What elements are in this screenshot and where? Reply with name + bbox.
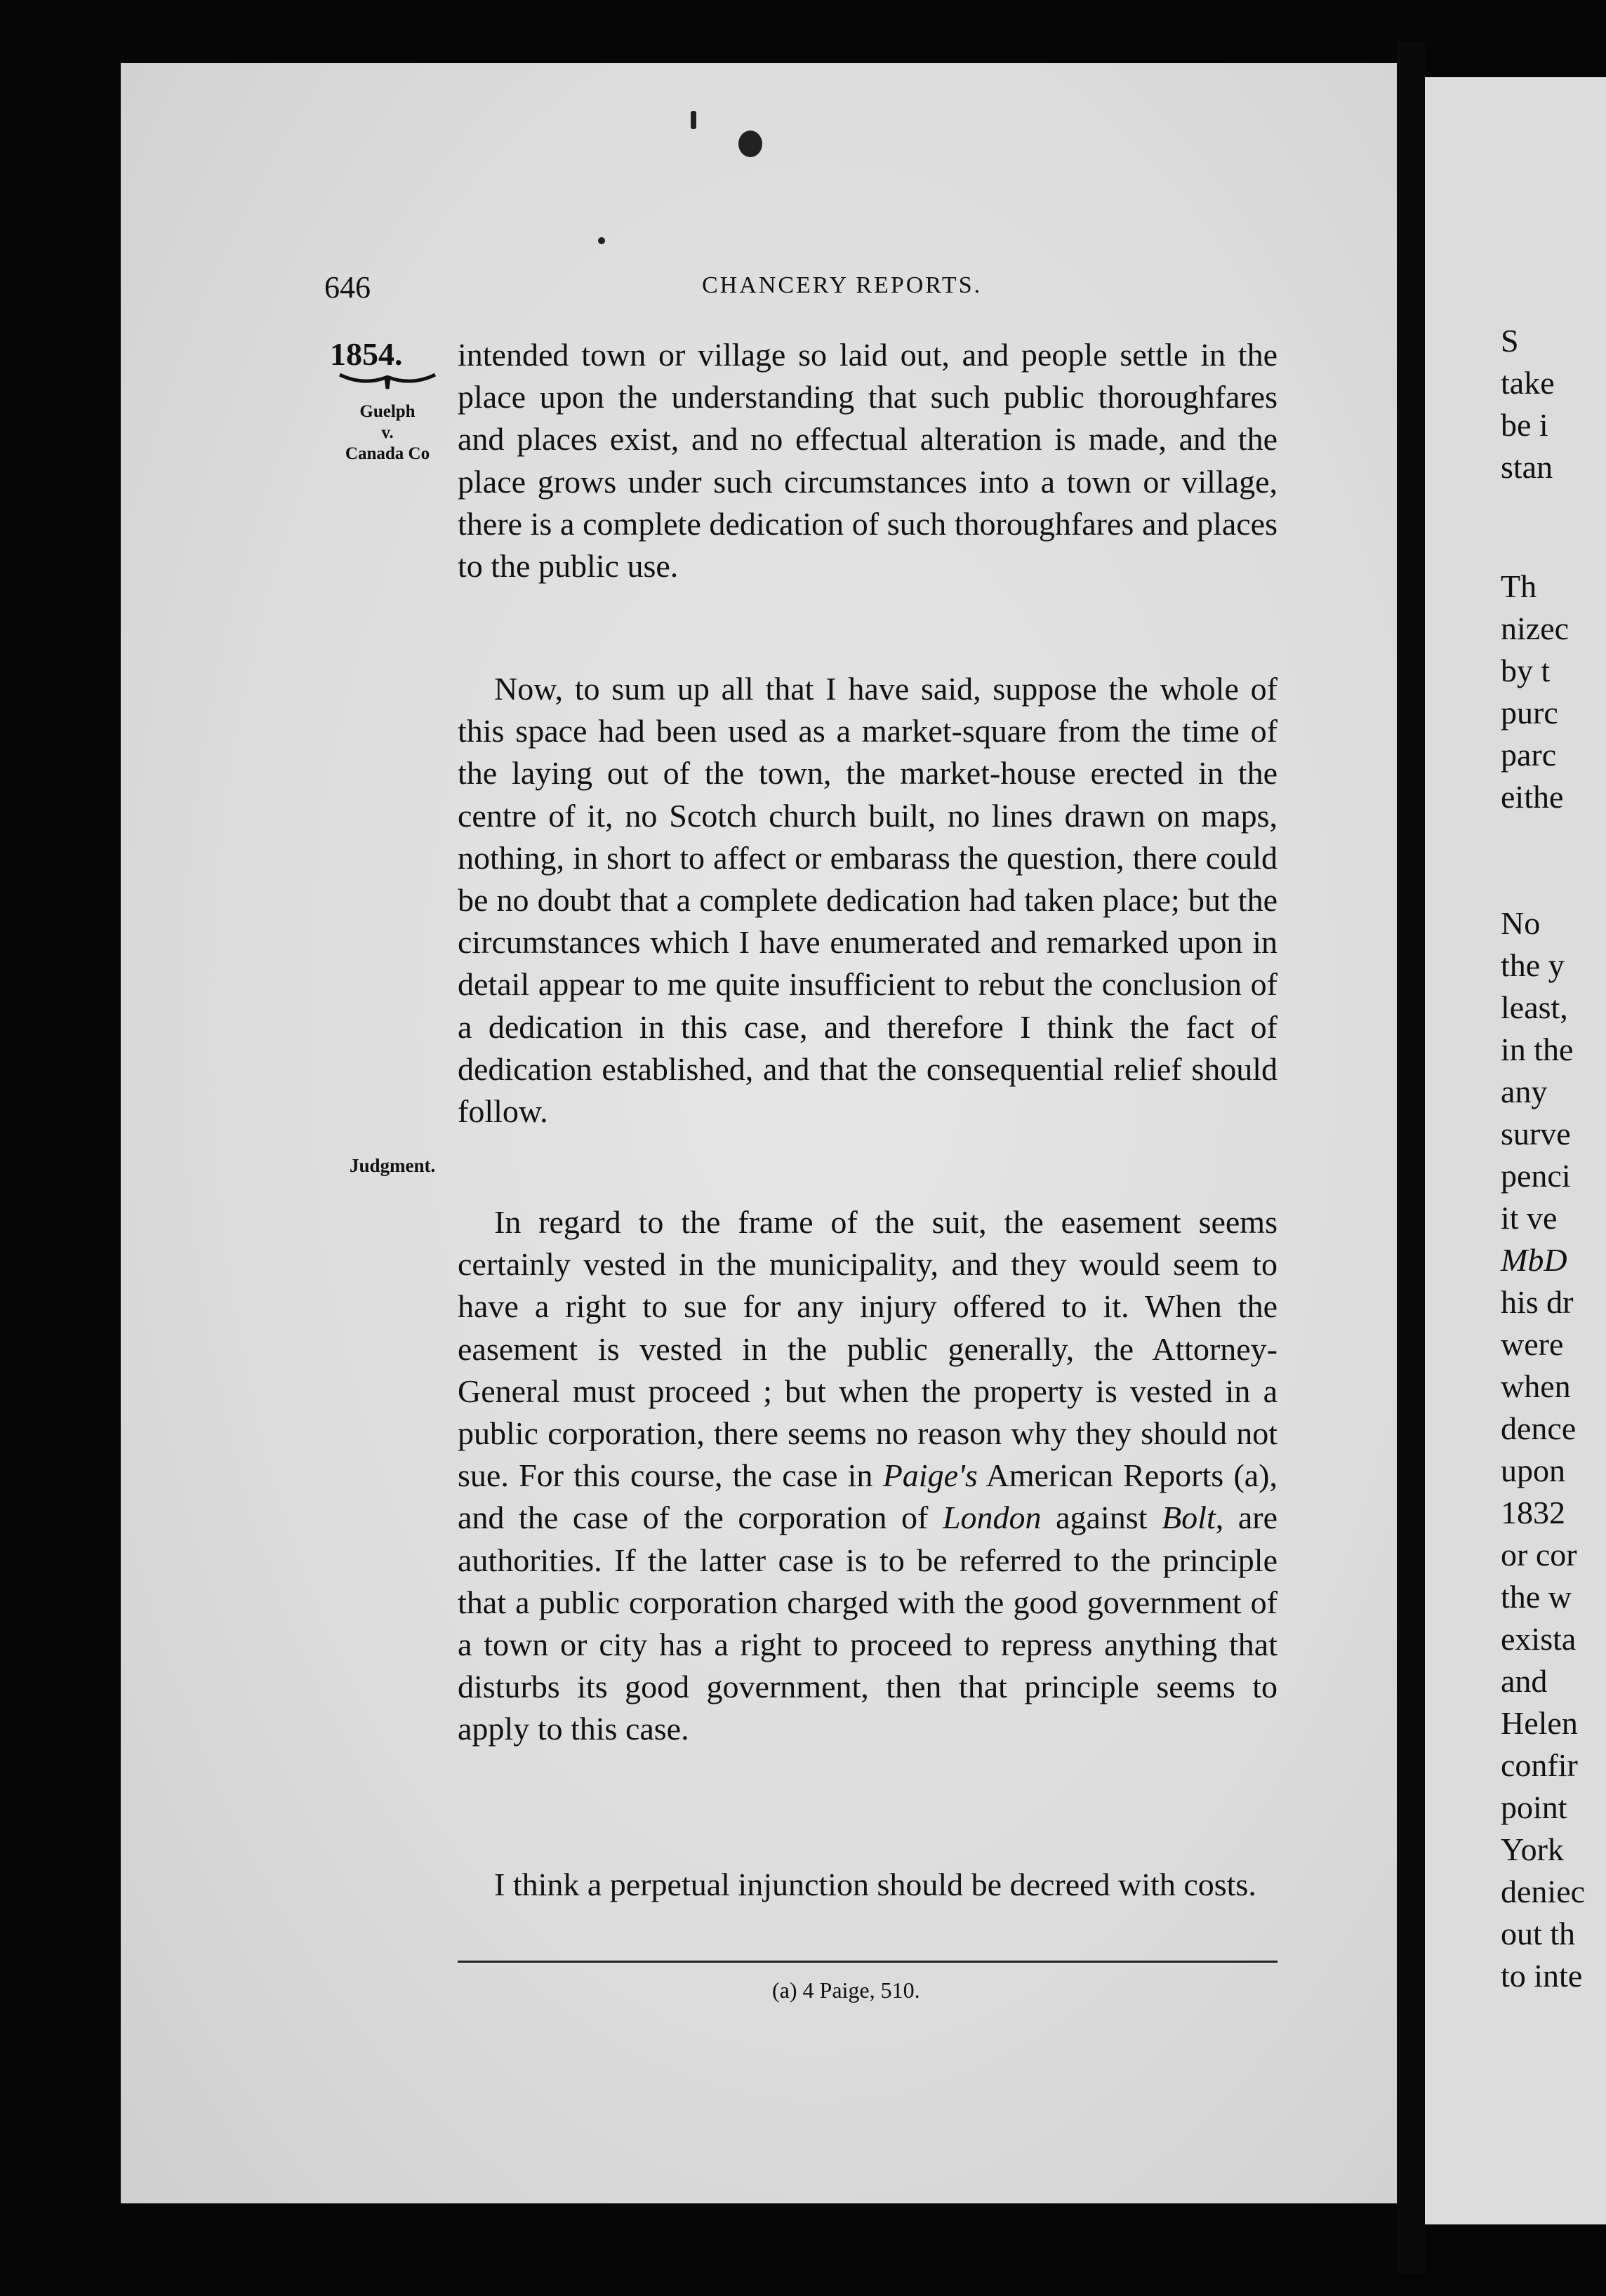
paragraph-2: [458, 668, 1278, 1133]
right-page-line: point: [1501, 1789, 1567, 1825]
right-page-line: by t: [1501, 653, 1551, 688]
right-page-line: nizec: [1501, 610, 1569, 646]
right-page-line: surve: [1501, 1116, 1571, 1152]
ink-blot: [738, 131, 762, 157]
right-page-line: dence: [1501, 1410, 1577, 1446]
ink-speck: [691, 111, 696, 129]
right-page-line: it ve: [1501, 1200, 1558, 1236]
right-page-line: and: [1501, 1663, 1548, 1699]
right-page-line: Th: [1501, 568, 1537, 604]
right-page-line: deniec: [1501, 1874, 1586, 1909]
right-page-line: the y: [1501, 947, 1565, 983]
margin-judgment-label: Judgment.: [350, 1155, 436, 1176]
right-page-line: upon: [1501, 1453, 1565, 1488]
case-party-two: Canada Co: [345, 444, 430, 463]
right-page-line: any: [1501, 1074, 1548, 1109]
right-page-line: in the: [1501, 1032, 1574, 1067]
case-citation-paige: Paige's: [882, 1457, 978, 1494]
right-page-line: 1832: [1501, 1495, 1565, 1530]
right-page-line: confir: [1501, 1747, 1578, 1783]
paragraph-4: [458, 1864, 1278, 1906]
right-page-line: stan: [1501, 449, 1553, 485]
right-page-line: eithe: [1501, 779, 1564, 815]
text-segment: , are authorities. If the latter case is to be referred to the principle that a public corporation charged with the good government of a town or city has a right to proceed to repress anything that disturbs its good government, then that principle seems to apply to this case.: [458, 1500, 1278, 1747]
footnote-rule: [458, 1961, 1278, 1963]
right-page-line: MbD: [1501, 1242, 1567, 1278]
right-page-line: his dr: [1501, 1284, 1574, 1320]
right-page-line: to inte: [1501, 1958, 1583, 1994]
right-page-line: penci: [1501, 1158, 1571, 1194]
running-head: CHANCERY REPORTS.: [702, 272, 983, 298]
text-segment: against: [1041, 1500, 1162, 1536]
brace-mark: [338, 371, 437, 392]
paragraph-4-text: I think a perpetual injunction should be decreed with costs.: [494, 1867, 1256, 1902]
right-page-line: or cor: [1501, 1537, 1577, 1573]
paragraph-2-text: Now, to sum up all that I have said, suppose the whole of this space had been used as a market-square from the time of the laying out of the town, the market-house erected in the centre of it, no Scotch church built, no lines drawn on maps, nothing, in short to affect or embarass the question, there could be no doubt that a complete dedication had taken place; but the circumstances which I have enumerated and remarked upon in detail appear to me quite insufficient to rebut the conclusion of a dedication in this case, and therefore I think the fact of dedication established, and that the consequential relief should follow.: [458, 671, 1278, 1130]
right-page-line: No: [1501, 905, 1541, 941]
right-page-line: parc: [1501, 737, 1557, 773]
paragraph-3: [458, 1201, 1278, 1751]
footnote: (a) 4 Paige, 510.: [772, 1977, 920, 2003]
margin-year: 1854.: [330, 336, 403, 372]
right-page-line: the w: [1501, 1579, 1572, 1615]
right-page-line: Helen: [1501, 1705, 1578, 1741]
case-citation-london: London: [942, 1500, 1042, 1536]
text-segment: American Reports (a), and the case of the corporation of: [458, 1457, 1278, 1536]
right-page-line: were: [1501, 1326, 1564, 1362]
right-page-line: least,: [1501, 989, 1568, 1025]
case-party-one: Guelph: [359, 402, 416, 421]
paragraph-1: [458, 334, 1278, 587]
right-page-line: S: [1501, 323, 1519, 359]
right-page-line: be i: [1501, 407, 1548, 443]
text-segment: In regard to the frame of the suit, the easement seems certainly vested in the municipality, and they would seem to have a right to sue for any injury offered to it. When the easement is vested in the public generally, the Attorney-General must proceed ; but when the property is vested in a public corporation, there seems no reason why they should not sue. For this course, the case in: [458, 1204, 1278, 1494]
right-page-line: exista: [1501, 1621, 1577, 1657]
case-versus: v.: [381, 423, 394, 442]
right-page-line: out th: [1501, 1916, 1576, 1951]
margin-case-name: [324, 401, 451, 465]
right-page-line: take: [1501, 365, 1555, 401]
right-page-line: purc: [1501, 695, 1558, 730]
right-page-line: when: [1501, 1368, 1571, 1404]
right-page-line: York: [1501, 1831, 1564, 1867]
page-number: 646: [324, 270, 371, 305]
paragraph-1-text: intended town or village so laid out, and people settle in the place upon the understanding that such public thoroughfares and places exist, and no effectual alteration is made, and the place grows under such circumstances into a town or village, there is a complete dedication of such thoroughfares and places to the public use.: [458, 337, 1278, 585]
case-citation-bolt: Bolt: [1162, 1500, 1216, 1536]
paragraph-3-text: [458, 1201, 1278, 1751]
book-gutter: [1397, 42, 1425, 2274]
ink-speck: [598, 237, 605, 244]
